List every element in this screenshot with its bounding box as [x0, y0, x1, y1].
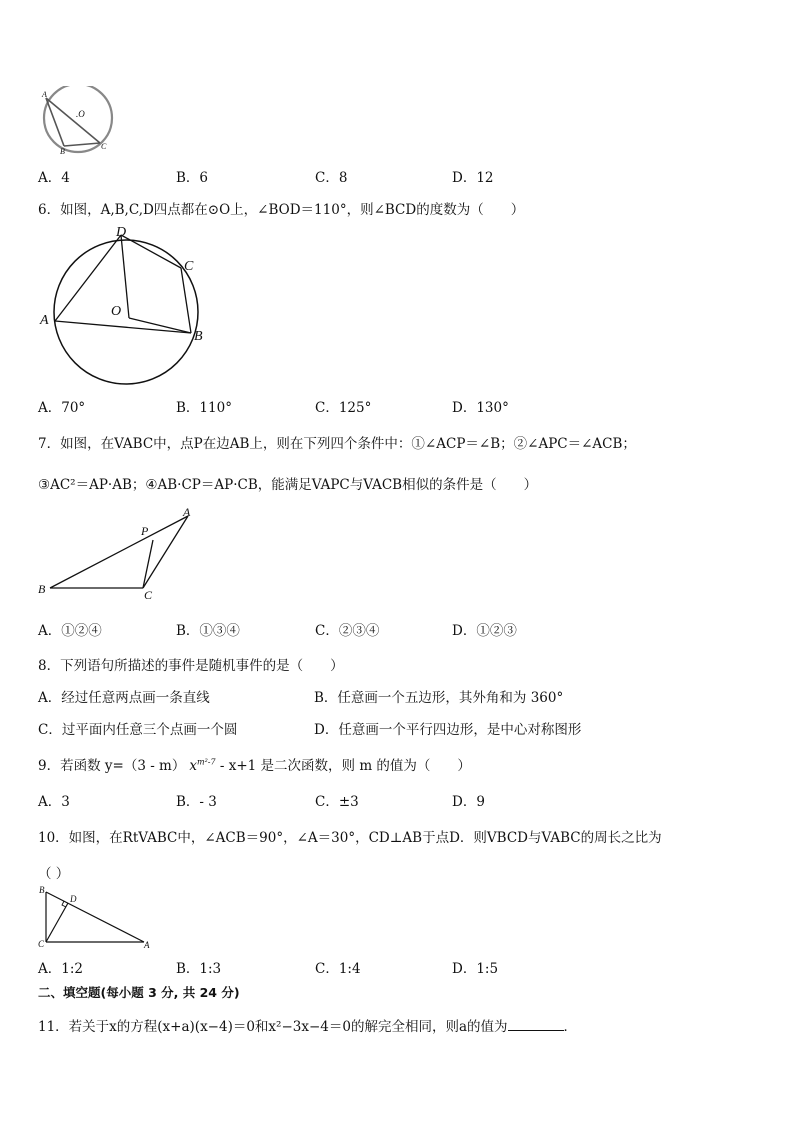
q9-option-c: C．±3 — [315, 794, 359, 810]
q7-option-a: A．①②④ — [38, 623, 102, 639]
q10-right-triangle-diagram — [36, 884, 154, 950]
q5-option-c: C．8 — [315, 170, 348, 186]
q5-label-c: C — [101, 142, 107, 151]
q7-label-a: A — [183, 505, 191, 519]
q6-option-a: A．70° — [38, 400, 86, 416]
q6-circle-diagram — [36, 222, 214, 390]
q9-option-b: B．- 3 — [176, 794, 217, 810]
q10-label-d: D — [70, 894, 77, 904]
q9-stem — [38, 754, 471, 774]
q6-option-b: B．110° — [176, 400, 232, 416]
q6-option-c: C．125° — [315, 400, 372, 416]
section-heading: 二、填空题(每小题 3 分, 共 24 分) — [38, 985, 240, 1000]
q5-label-o: .O — [76, 109, 85, 119]
q7-label-p: P — [141, 524, 149, 538]
q11-stem-pre: 11．若关于x的方程(x+a)(x−4)＝0和x²−3x−4＝0的解完全相同，则a的值为 — [38, 1019, 508, 1035]
q10-label-b: B — [39, 885, 45, 895]
q10-label-c: C — [38, 939, 45, 949]
q11-stem — [38, 1015, 577, 1035]
q8-stem: 8．下列语句所描述的事件是随机事件的是（ ） — [38, 658, 344, 674]
q6-label-c: C — [184, 259, 194, 274]
q7-label-b: B — [38, 582, 46, 596]
q10-option-d: D．1:5 — [452, 961, 499, 977]
q5-figure — [36, 86, 116, 156]
q5-option-d: D．12 — [452, 170, 494, 186]
q10-label-a: A — [144, 940, 150, 950]
q7-stem-line1: 7．如图，在VABC中，点P在边AB上，则在下列四个条件中：①∠ACP＝∠B；②∠APC＝∠ACB； — [38, 436, 636, 452]
q11-answer-blank — [508, 1018, 564, 1031]
q8-option-d: D．任意画一个平行四边形，是中心对称图形 — [314, 722, 582, 738]
q10-option-b: B．1:3 — [176, 961, 222, 977]
q6-option-d: D．130° — [452, 400, 509, 416]
q7-option-c: C．②③④ — [315, 623, 380, 639]
q6-label-d: D — [116, 225, 127, 240]
q10-stem-line1: 10．如图，在RtVABC中，∠ACB＝90°，∠A＝30°，CD⊥AB于点D．则VBCD与VABC的周长之比为 — [38, 830, 662, 846]
q8-option-a: A．经过任意两点画一条直线 — [38, 690, 210, 706]
q5-option-b: B．6 — [176, 170, 209, 186]
q8-option-c: C．过平面内任意三个点画一个圆 — [38, 722, 238, 738]
q6-label-a: A — [40, 313, 49, 328]
q7-triangle-diagram — [36, 504, 200, 600]
q9-stem-post: - x+1 是二次函数，则 m 的值为（ ） — [215, 758, 471, 774]
q5-circle-diagram — [36, 86, 116, 156]
q9-stem-pre: 9．若函数 y=（3 - m） — [38, 758, 186, 774]
q8-option-b: B．任意画一个五边形，其外角和为 360° — [314, 690, 564, 706]
q5-label-b: B — [60, 147, 65, 156]
q7-label-c: C — [144, 588, 153, 600]
q6-label-o: O — [111, 304, 122, 319]
q10-option-c: C．1:4 — [315, 961, 361, 977]
q10-stem-line2: （ ） — [38, 866, 70, 882]
q5-option-a: A．4 — [38, 170, 70, 186]
q6-label-b: B — [194, 329, 203, 344]
q10-figure — [36, 884, 154, 950]
q5-label-a: A — [42, 90, 47, 99]
q9-option-a: A．3 — [38, 794, 70, 810]
q7-stem-line2: ③AC²＝AP·AB；④AB·CP＝AP·CB，能满足VAPC与VACB相似的条件是（ ） — [38, 477, 538, 493]
q7-option-b: B．①③④ — [176, 623, 240, 639]
q6-stem: 6．如图，A,B,C,D四点都在⊙O上，∠BOD＝110°，则∠BCD的度数为（ ） — [38, 202, 525, 218]
q10-option-a: A．1:2 — [38, 961, 83, 977]
q7-figure — [36, 504, 200, 600]
q11-stem-post: ． — [563, 1019, 578, 1035]
q7-option-d: D．①②③ — [452, 623, 517, 639]
q9-option-d: D．9 — [452, 794, 485, 810]
q6-figure — [36, 222, 214, 390]
q9-stem-x: x — [189, 758, 197, 774]
q9-stem-exponent: m²-7 — [196, 757, 216, 767]
